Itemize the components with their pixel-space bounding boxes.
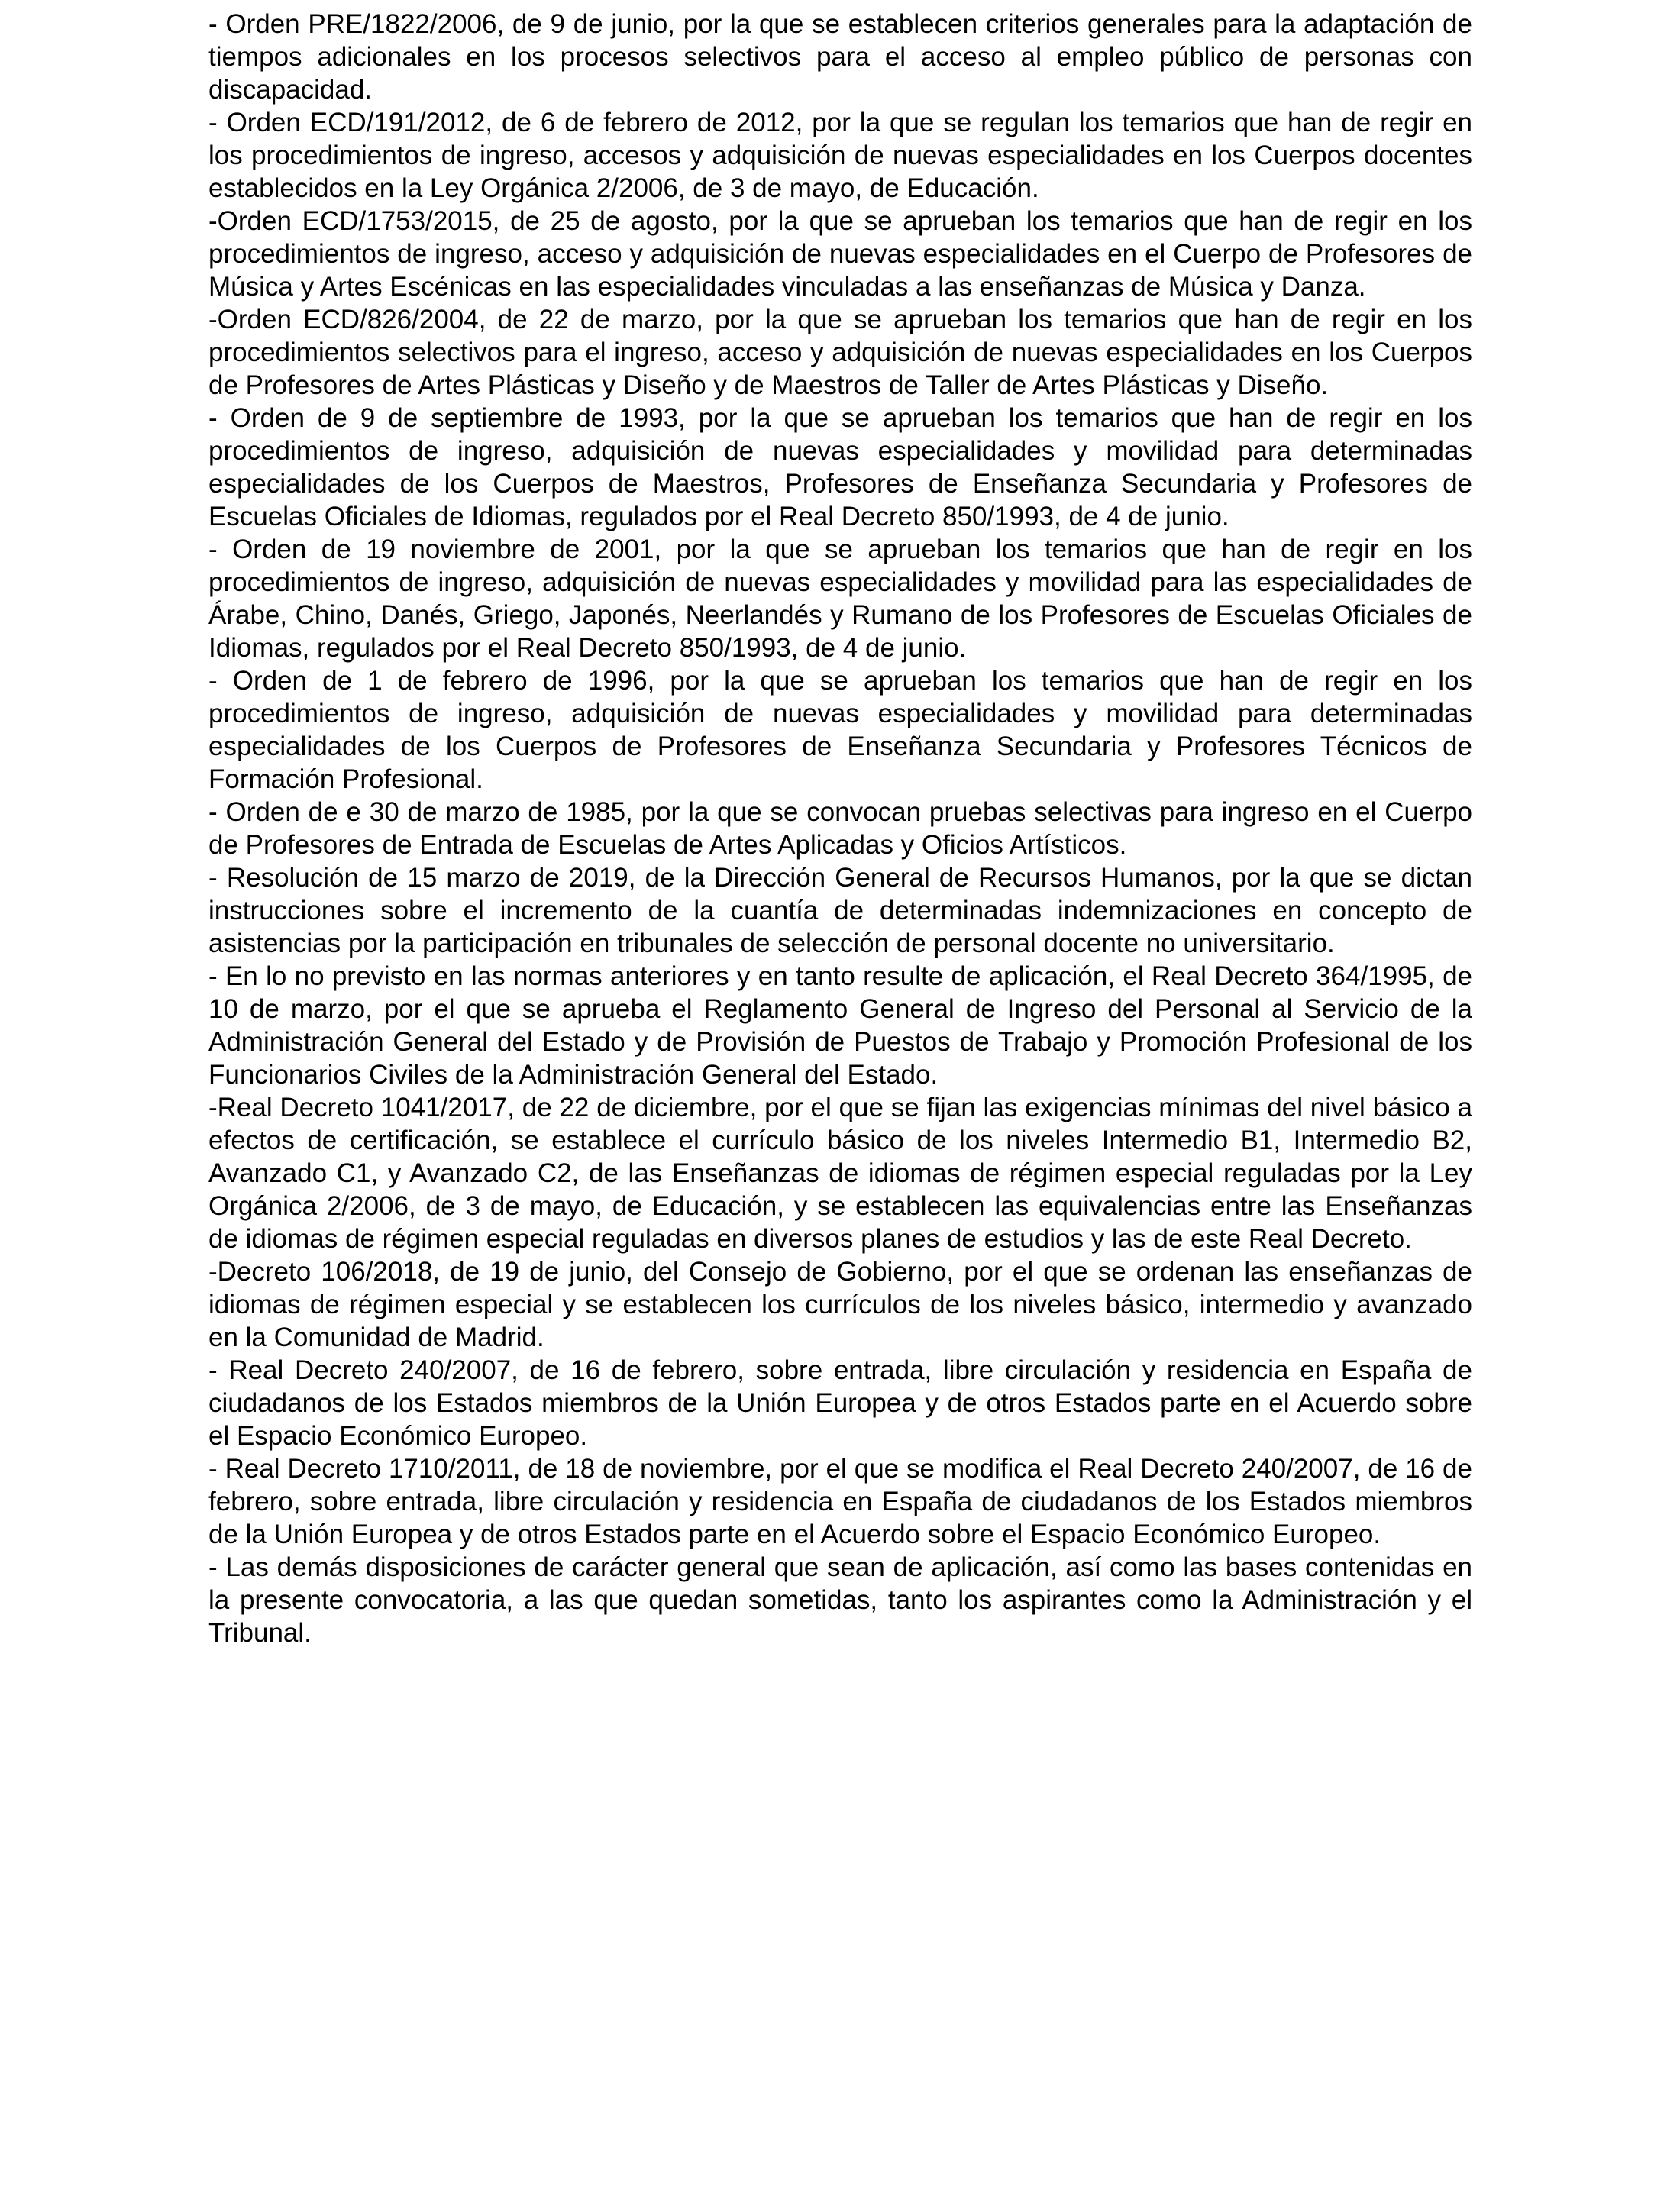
document-body xyxy=(208,8,1472,1649)
paragraph-orden-ecd-826-2004: -Orden ECD/826/2004, de 22 de marzo, por la que se aprueban los temarios que han de regir en los procedimientos selectivos para el ingreso, acceso y adquisición de nuevas especialidades en los Cuerpos de Profesores de Artes Plásticas y Diseño y de Maestros de Taller de Artes Plásticas y Diseño. xyxy=(208,305,1472,400)
paragraph-real-decreto-364-1995: - En lo no previsto en las normas anteriores y en tanto resulte de aplicación, el Real Decreto 364/1995, de 10 de marzo, por el que se aprueba el Reglamento General de Ingreso del Personal al Servicio de la Administración General del Estado y de Provisión de Puestos de Trabajo y Promoción Profesional de los Funcionarios Civiles de la Administración General del Estado. xyxy=(208,961,1472,1090)
paragraph-orden-30-marzo-1985: - Orden de e 30 de marzo de 1985, por la que se convocan pruebas selectivas para ingreso en el Cuerpo de Profesores de Entrada de Escuelas de Artes Aplicadas y Oficios Artísticos. xyxy=(208,797,1472,860)
paragraph-resolucion-15-marzo-2019: - Resolución de 15 marzo de 2019, de la Dirección General de Recursos Humanos, por la que se dictan instrucciones sobre el incremento de la cuantía de determinadas indemnizaciones en concepto de asistencias por la participación en tribunales de selección de personal docente no universitario. xyxy=(208,863,1472,958)
paragraph-demas-disposiciones: - Las demás disposiciones de carácter general que sean de aplicación, así como las bases contenidas en la presente convocatoria, a las que quedan sometidas, tanto los aspirantes como la Administración y el Tribunal. xyxy=(208,1552,1472,1648)
paragraph-orden-pre-1822-2006: - Orden PRE/1822/2006, de 9 de junio, por la que se establecen criterios generales para la adaptación de tiempos adicionales en los procesos selectivos para el acceso al empleo público de personas con discapacidad. xyxy=(208,9,1472,105)
paragraph-decreto-106-2018: -Decreto 106/2018, de 19 de junio, del Consejo de Gobierno, por el que se ordenan las enseñanzas de idiomas de régimen especial y se establecen los currículos de los niveles básico, intermedio y avanzado en la Comunidad de Madrid. xyxy=(208,1257,1472,1352)
paragraph-orden-9-septiembre-1993: - Orden de 9 de septiembre de 1993, por la que se aprueban los temarios que han de regir en los procedimientos de ingreso, adquisición de nuevas especialidades y movilidad para determinadas especialidades de los Cuerpos de Maestros, Profesores de Enseñanza Secundaria y Profesores de Escuelas Oficiales de Idiomas, regulados por el Real Decreto 850/1993, de 4 de junio. xyxy=(208,403,1472,531)
paragraph-orden-ecd-1753-2015: -Orden ECD/1753/2015, de 25 de agosto, por la que se aprueban los temarios que han de regir en los procedimientos de ingreso, acceso y adquisición de nuevas especialidades en el Cuerpo de Profesores de Música y Artes Escénicas en las especialidades vinculadas a las enseñanzas de Música y Danza. xyxy=(208,206,1472,302)
paragraph-real-decreto-1710-2011: - Real Decreto 1710/2011, de 18 de noviembre, por el que se modifica el Real Decreto 240/2007, de 16 de febrero, sobre entrada, libre circulación y residencia en España de ciudadanos de los Estados miembros de la Unión Europea y de otros Estados parte en el Acuerdo sobre el Espacio Económico Europeo. xyxy=(208,1454,1472,1549)
paragraph-orden-ecd-191-2012: - Orden ECD/191/2012, de 6 de febrero de 2012, por la que se regulan los temarios que han de regir en los procedimientos de ingreso, accesos y adquisición de nuevas especialidades en los Cuerpos docentes establecidos en la Ley Orgánica 2/2006, de 3 de mayo, de Educación. xyxy=(208,108,1472,203)
paragraph-orden-19-noviembre-2001: - Orden de 19 noviembre de 2001, por la que se aprueban los temarios que han de regir en los procedimientos de ingreso, adquisición de nuevas especialidades y movilidad para las especialidades de Árabe, Chino, Danés, Griego, Japonés, Neerlandés y Rumano de los Profesores de Escuelas Oficiales de Idiomas, regulados por el Real Decreto 850/1993, de 4 de junio. xyxy=(208,535,1472,663)
paragraph-orden-1-febrero-1996: - Orden de 1 de febrero de 1996, por la que se aprueban los temarios que han de regir en los procedimientos de ingreso, adquisición de nuevas especialidades y movilidad para determinadas especialidades de los Cuerpos de Profesores de Enseñanza Secundaria y Profesores Técnicos de Formación Profesional. xyxy=(208,666,1472,794)
paragraph-real-decreto-240-2007: - Real Decreto 240/2007, de 16 de febrero, sobre entrada, libre circulación y residencia en España de ciudadanos de los Estados miembros de la Unión Europea y de otros Estados parte en el Acuerdo sobre el Espacio Económico Europeo. xyxy=(208,1355,1472,1451)
paragraph-real-decreto-1041-2017: -Real Decreto 1041/2017, de 22 de diciembre, por el que se fijan las exigencias mínimas del nivel básico a efectos de certificación, se establece el currículo básico de los niveles Intermedio B1, Intermedio B2, Avanzado C1, y Avanzado C2, de las Enseñanzas de idiomas de régimen especial reguladas por la Ley Orgánica 2/2006, de 3 de mayo, de Educación, y se establecen las equivalencias entre las Enseñanzas de idiomas de régimen especial reguladas en diversos planes de estudios y las de este Real Decreto. xyxy=(208,1093,1472,1254)
